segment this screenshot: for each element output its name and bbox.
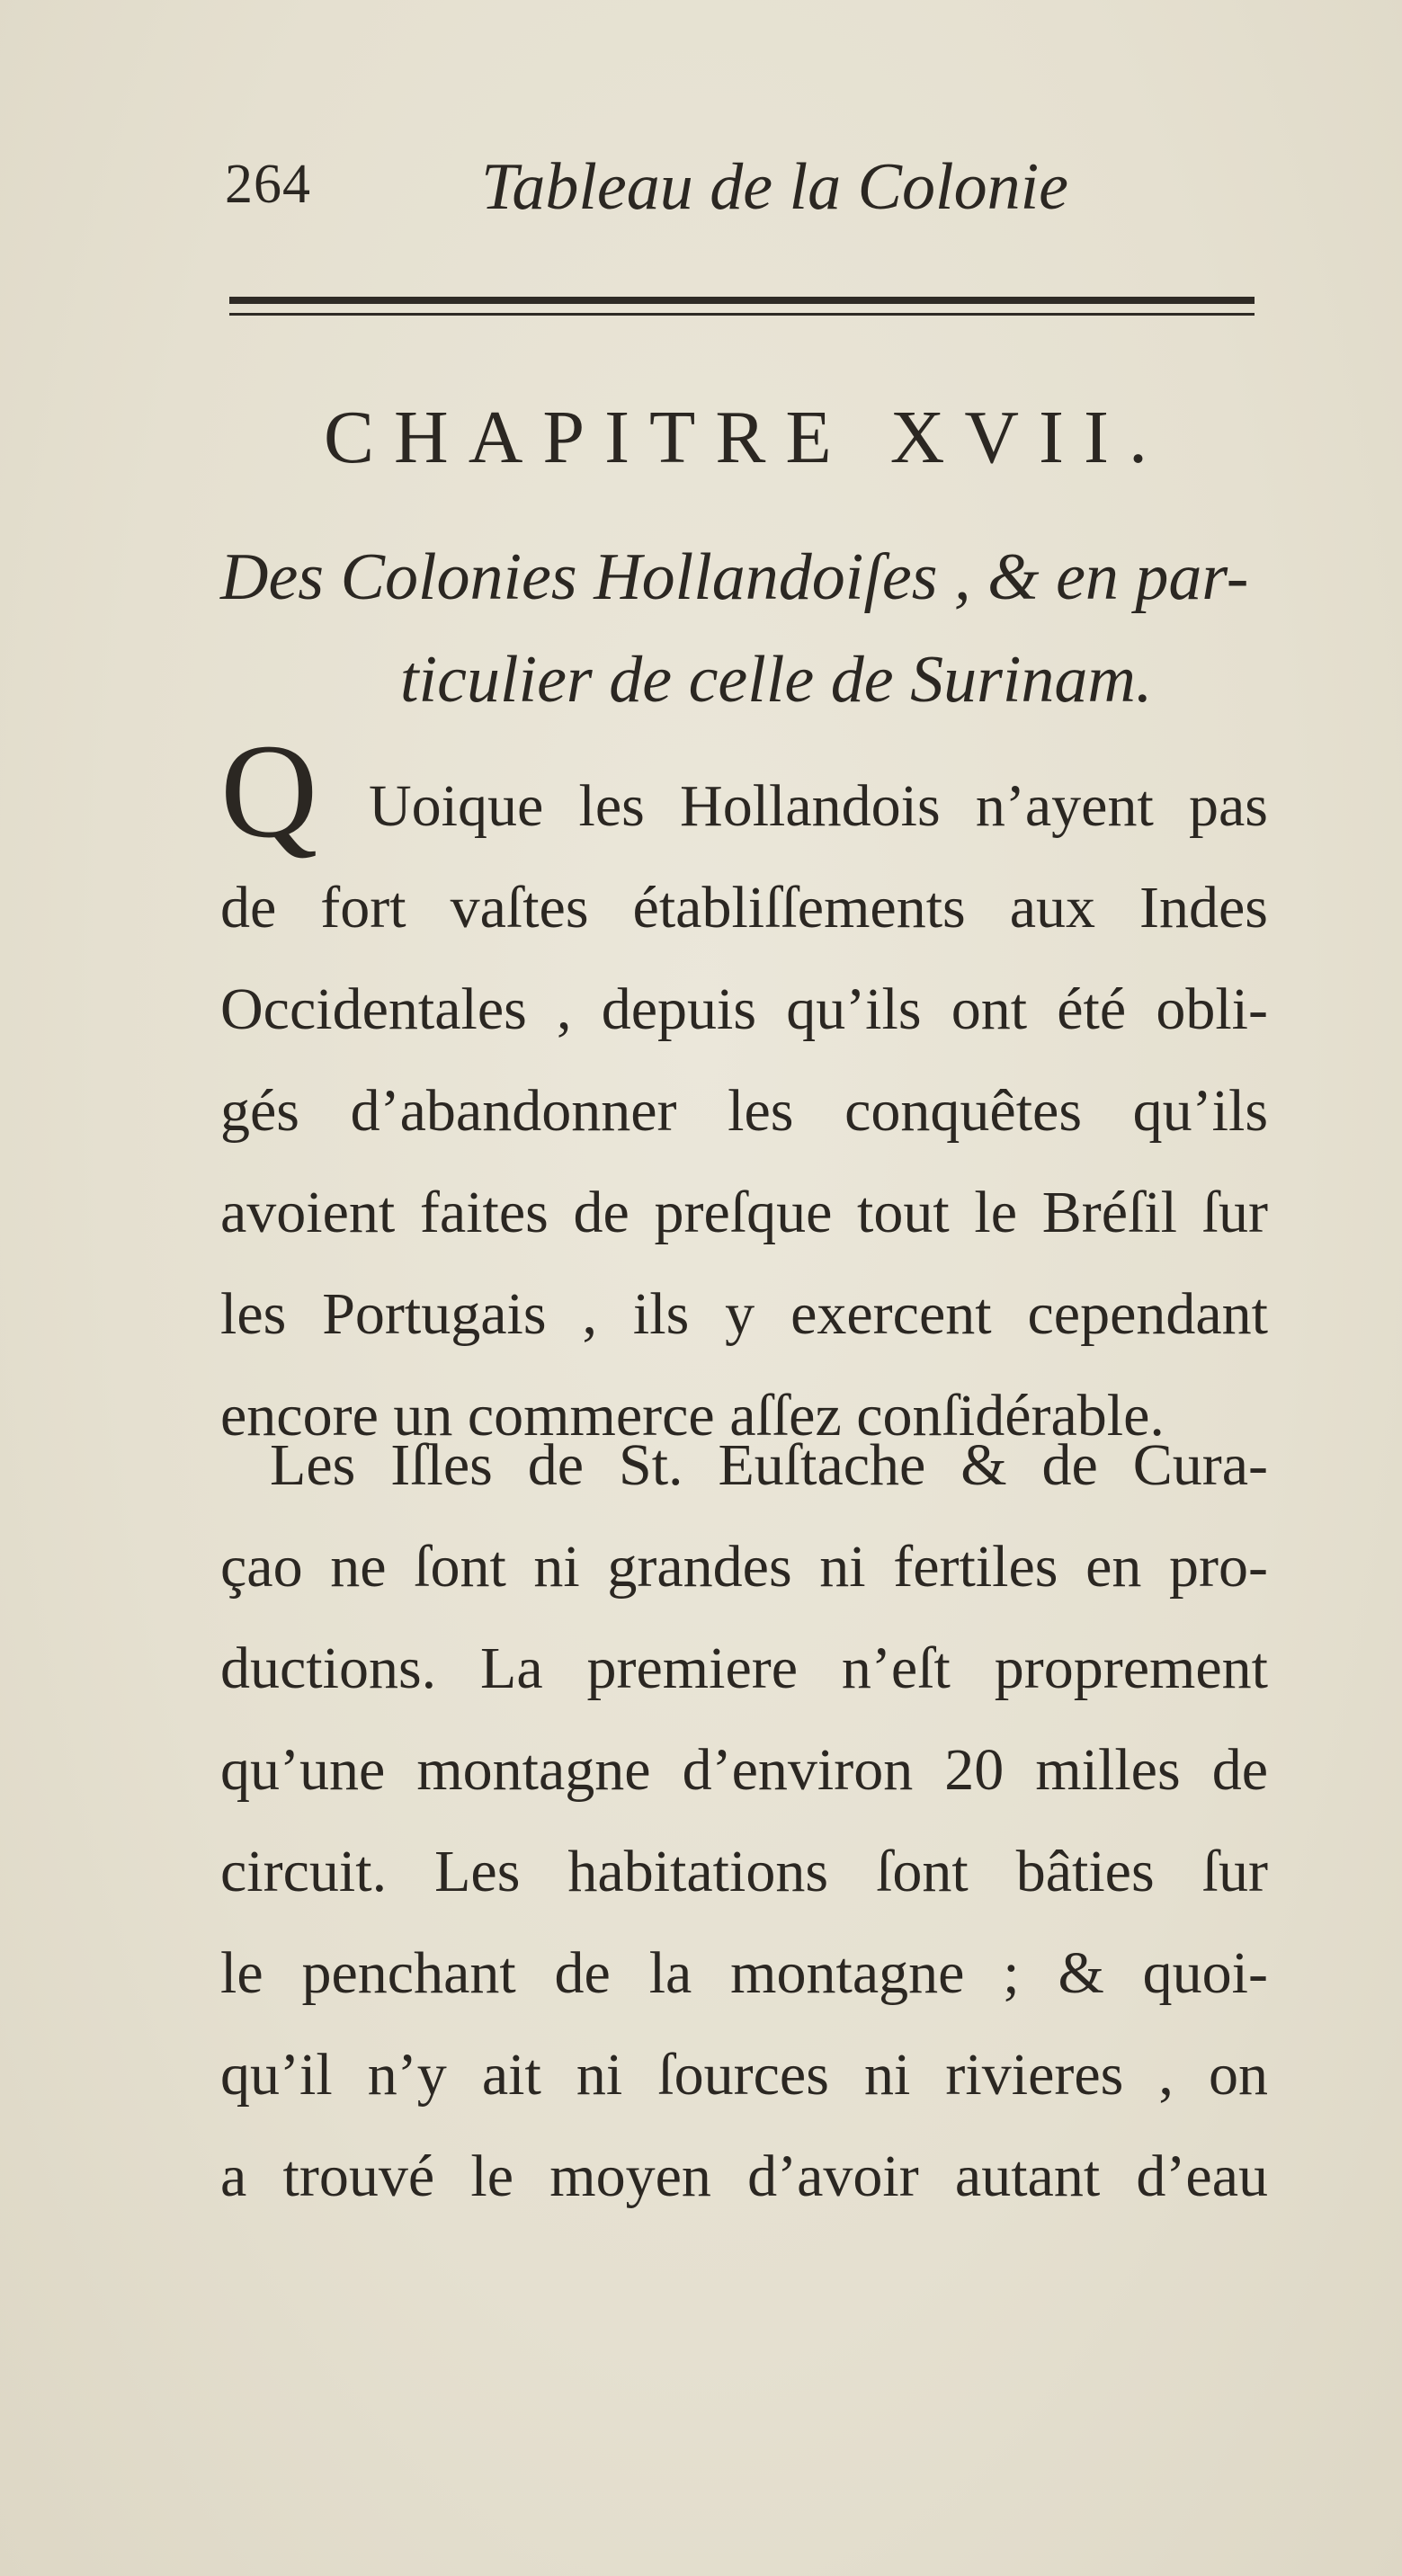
text-line: Occidentales , depuis qu’ils ont été obli- <box>220 976 1268 1042</box>
text-line: avoient faites de preſque tout le Bréſil ſur <box>220 1180 1268 1245</box>
text-line: qu’il n’y ait ni ſources ni rivieres , on <box>220 2042 1268 2108</box>
page-number: 264 <box>225 154 311 215</box>
text-line: ductions. La premiere n’eſt proprement <box>220 1636 1268 1701</box>
header-rule-thin <box>229 313 1255 316</box>
paragraph-2 <box>220 1414 1268 2227</box>
subtitle-line: Des Colonies Hollandoiſes , & en par- <box>220 540 1249 614</box>
text-line: le penchant de la montagne ; & quoi- <box>220 1940 1268 2006</box>
running-head <box>225 144 1259 225</box>
text-line: circuit. Les habitations ſont bâties ſur <box>220 1839 1268 1904</box>
text-line: les Portugais , ils y exercent cependant <box>220 1281 1268 1347</box>
text-line: a trouvé le moyen d’avoir autant d’eau <box>220 2144 1268 2209</box>
running-title: Tableau de la Colonie <box>481 150 1068 224</box>
header-rule-thick <box>229 297 1255 304</box>
text-line: de fort vaſtes établiſſements aux Indes <box>220 875 1268 940</box>
drop-cap: Q <box>220 717 318 866</box>
chapter-subtitle <box>220 526 1255 731</box>
subtitle-line: ticulier de celle de Surinam. <box>400 643 1153 717</box>
text-line: qu’une montagne d’environ 20 milles de <box>220 1737 1268 1803</box>
paragraph-1 <box>220 755 1268 1466</box>
text-line: encore un commerce aſſez conſidérable. <box>220 1383 1165 1448</box>
text-line: gés d’abandonner les conquêtes qu’ils <box>220 1078 1268 1144</box>
text-line: çao ne ſont ni grandes ni fertiles en pro- <box>220 1534 1268 1600</box>
text-line: Les Iſles de St. Euſtache & de Cura- <box>270 1432 1268 1498</box>
chapter-heading: CHAPITRE XVII. <box>324 396 1167 479</box>
text-line: Uoique les Hollandois n’ayent pas <box>369 773 1268 839</box>
